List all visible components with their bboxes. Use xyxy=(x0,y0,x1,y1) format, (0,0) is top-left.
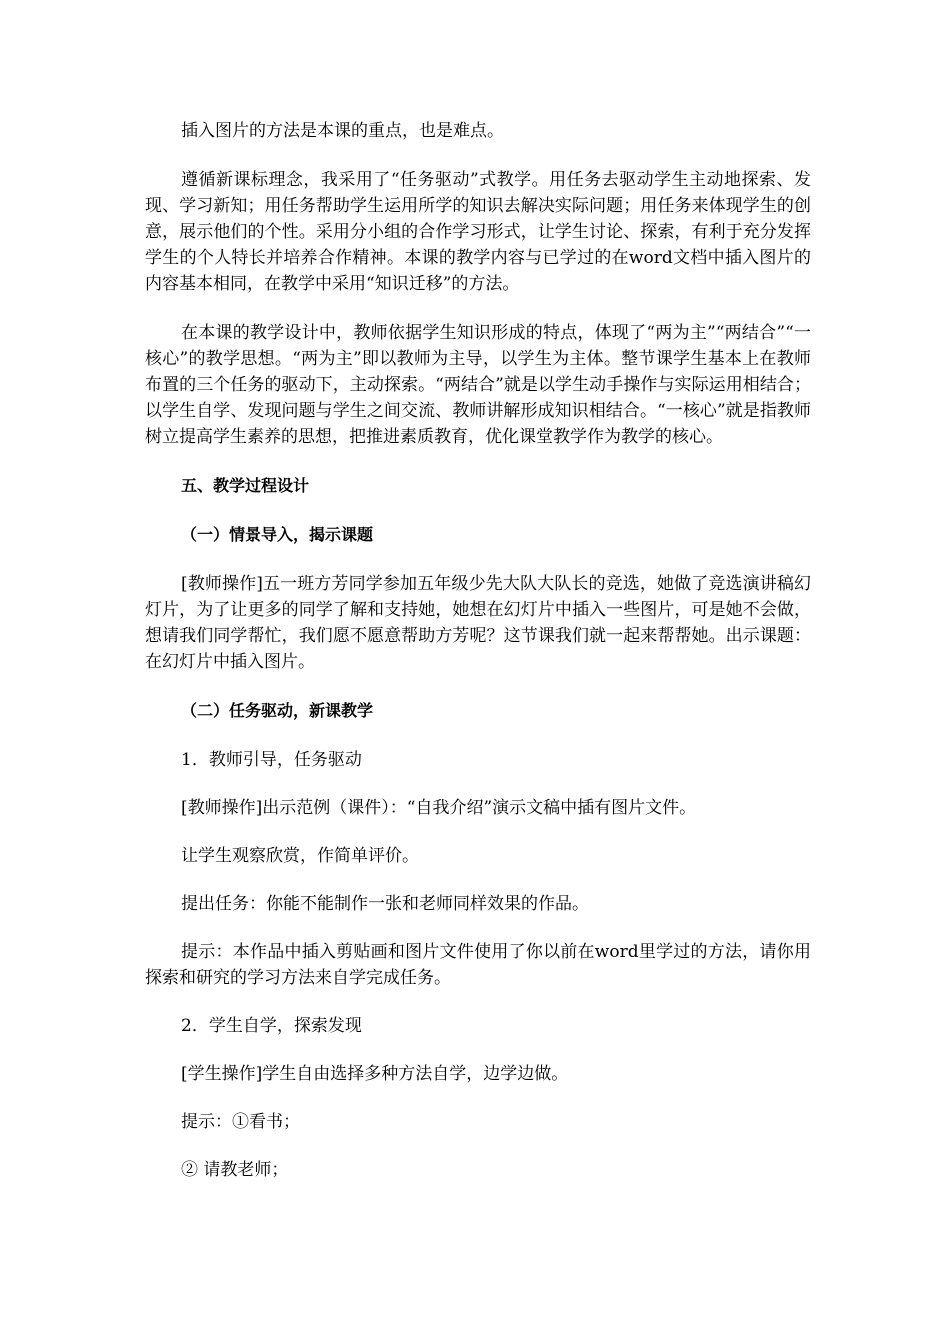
subsection-heading-task: （二）任务驱动，新课教学 xyxy=(181,701,374,720)
document-body xyxy=(145,118,811,1183)
paragraph-hint-book: 提示：①看书； xyxy=(181,1112,300,1132)
paragraph-teaching-design: 在本课的教学设计中，教师依据学生知识形成的特点，体现了“两为主”“两结合”“一核心”的教学思想。“两为主”即以教师为主导，以学生为主体。整节课学生基本上在教师布置的三个任务的驱动下，主动探索。“两结合”就是以学生动手操作与实际运用相结合；以学生自学、发现问题与学生之间交流、教师讲解形成知识相结合。“一核心”就是指教师树立提高学生素养的思想，把推进素质教育，优化课堂教学作为教学的核心。 xyxy=(145,323,811,447)
paragraph-key-point: 插入图片的方法是本课的重点，也是难点。 xyxy=(181,121,504,141)
paragraph-teacher-example: [教师操作]出示范例（课件）：“自我介绍”演示文稿中插有图片文件。 xyxy=(181,798,697,818)
list-item-1: 1．教师引导，任务驱动 xyxy=(181,750,362,770)
paragraph-task: 提出任务：你能不能制作一张和老师同样效果的作品。 xyxy=(181,894,589,914)
list-item-2: 2．学生自学，探索发现 xyxy=(181,1016,362,1036)
paragraph-hint: 提示：本作品中插入剪贴画和图片文件使用了你以前在word里学过的方法，请你用探索和研究的学习方法来自学完成任务。 xyxy=(145,942,811,988)
section-heading-process: 五、教学过程设计 xyxy=(181,476,310,495)
subsection-heading-intro: （一）情景导入，揭示课题 xyxy=(181,525,374,544)
paragraph-student-operation: [学生操作]学生自由选择多种方法自学，边学边做。 xyxy=(181,1064,569,1084)
paragraph-observe: 让学生观察欣赏，作简单评价。 xyxy=(181,846,419,866)
paragraph-teaching-method: 遵循新课标理念，我采用了“任务驱动”式教学。用任务去驱动学生主动地探索、发现、学习新知；用任务帮助学生运用所学的知识去解决实际问题；用任务来体现学生的创意，展示他们的个性。采用分小组的合作学习形式，让学生讨论、探索，有利于充分发挥学生的个人特长并培养合作精神。本课的教学内容与已学过的在word文档中插入图片的内容基本相同，在教学中采用“知识迁移”的方法。 xyxy=(145,170,811,294)
paragraph-teacher-intro: [教师操作]五一班方芳同学参加五年级少先大队大队长的竞选，她做了竞选演讲稿幻灯片，为了让更多的同学了解和支持她，她想在幻灯片中插入一些图片，可是她不会做，想请我们同学帮忙，我们愿不愿意帮助方芳呢？这节课我们就一起来帮帮她。出示课题：在幻灯片中插入图片。 xyxy=(145,574,811,672)
paragraph-hint-teacher: ② 请教老师； xyxy=(181,1160,289,1180)
